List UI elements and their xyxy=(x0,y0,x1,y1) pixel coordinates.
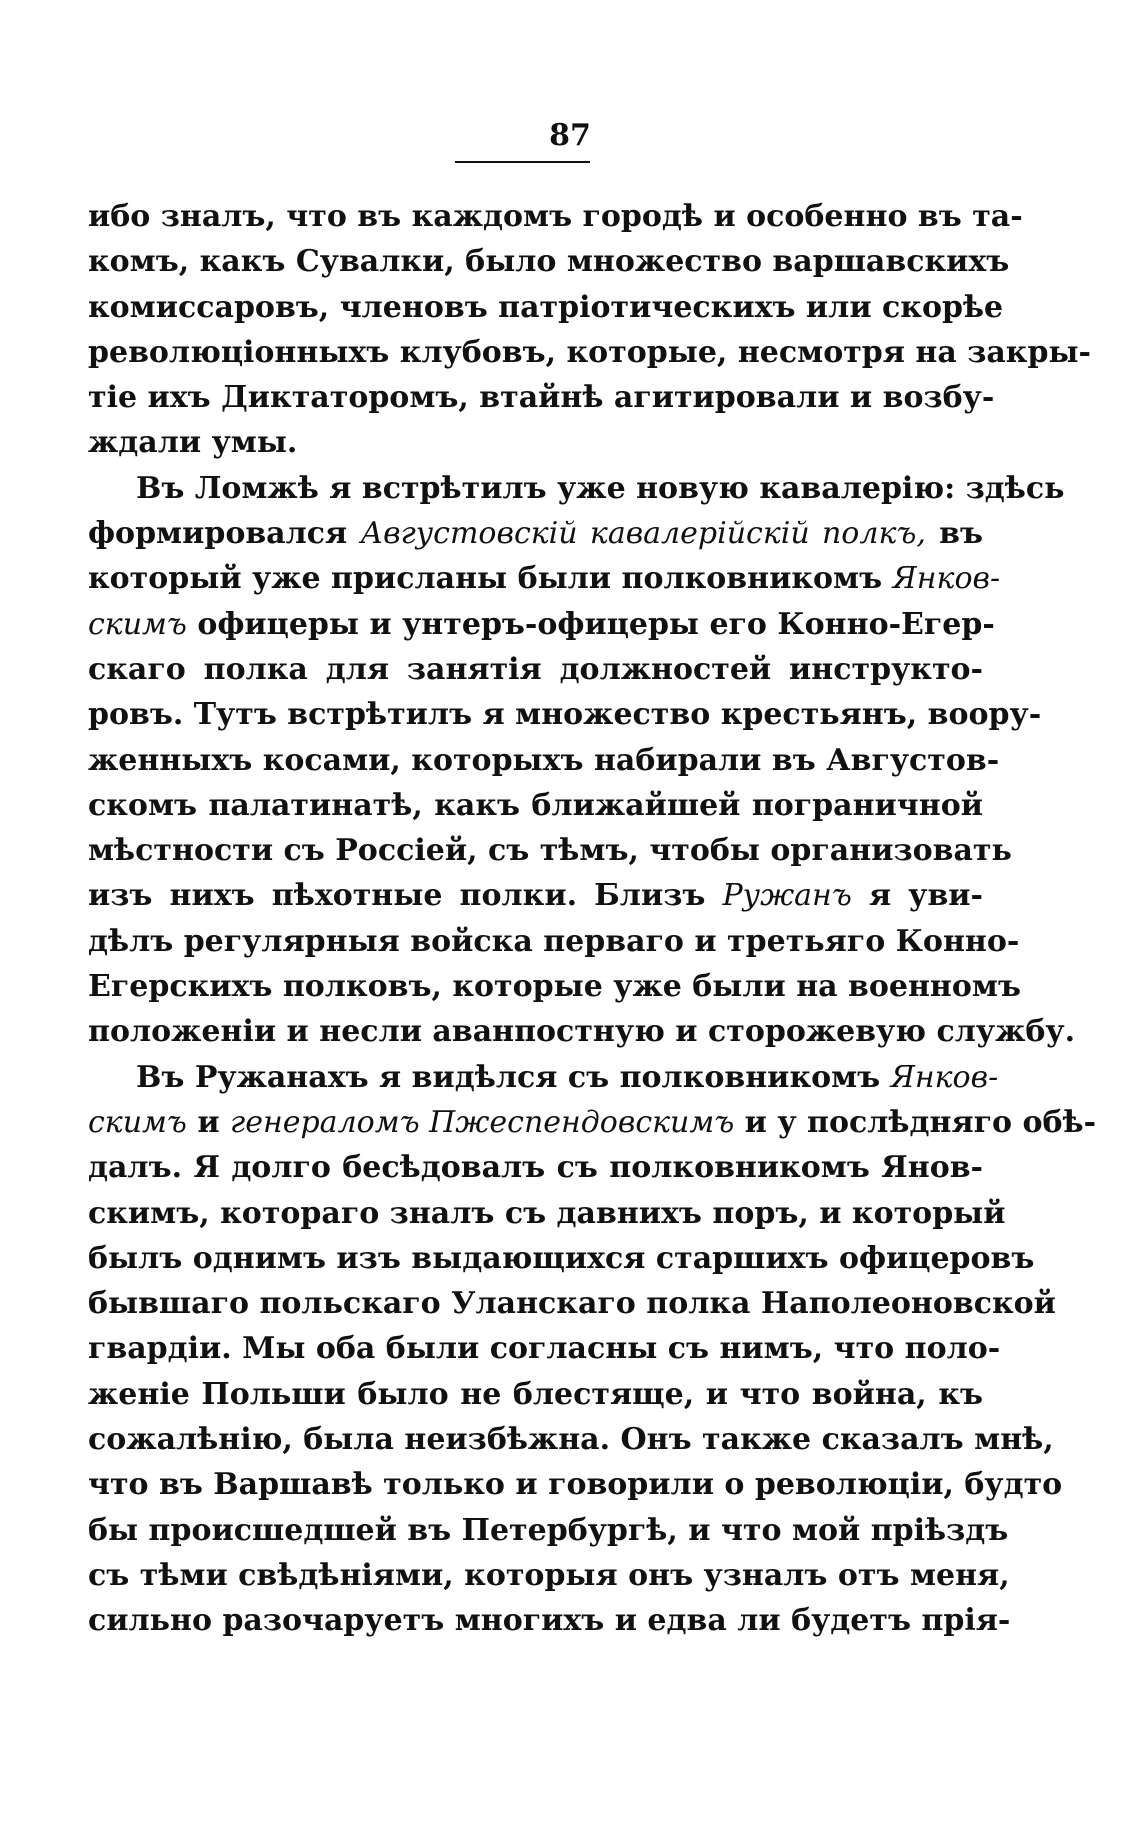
text-segment: гвардіи. Мы оба были согласны съ нимъ, что поло- xyxy=(88,1331,1001,1367)
text-line xyxy=(88,1281,1056,1326)
text-line xyxy=(88,1326,1001,1371)
text-line xyxy=(88,239,1010,284)
text-segment: бывшаго польскаго Уланскаго полка Наполеоновской xyxy=(88,1286,1056,1322)
text-segment: мѣстности съ Россіей, съ тѣмъ, чтобы организовать xyxy=(88,833,1012,869)
text-line xyxy=(88,1055,999,1100)
text-line xyxy=(88,828,1012,873)
text-line xyxy=(88,1145,983,1190)
text-segment: комъ, какъ Сувалки, было множество варшавскихъ xyxy=(88,244,1010,280)
text-segment: въ xyxy=(925,516,983,552)
text-segment: женныхъ косами, которыхъ набирали въ Августов- xyxy=(88,742,1000,778)
text-segment: ибо зналъ, что въ каждомъ городѣ и особенно въ та- xyxy=(88,199,1023,234)
text-line xyxy=(88,1417,1054,1462)
text-segment: Въ Ружанахъ я видѣлся съ полковникомъ xyxy=(136,1059,891,1095)
text-segment: и у послѣдняго обѣ- xyxy=(734,1104,1097,1140)
italic-text: скимъ xyxy=(88,606,187,642)
text-line xyxy=(88,511,983,556)
text-segment: сильно разочаруетъ многихъ и едва ли будетъ пpiя- xyxy=(88,1603,1011,1639)
text-segment: положеніи и несли аванпостную и сторожевую службу. xyxy=(88,1014,1076,1050)
text-segment: ждали умы. xyxy=(88,425,298,461)
text-line xyxy=(88,1598,1011,1643)
text-line xyxy=(88,1100,1097,1145)
text-line xyxy=(88,330,1091,375)
italic-text: Августовскій кавалерійскій полкъ, xyxy=(360,516,926,552)
page-number-rule xyxy=(455,161,590,163)
text-line xyxy=(88,692,1042,737)
text-segment: революціонныхъ клубовъ, которые, несмотря на закры- xyxy=(88,334,1091,370)
text-line xyxy=(88,738,1000,783)
text-segment: съ тѣми свѣдѣніями, которыя онъ узналъ отъ меня, xyxy=(88,1557,1010,1593)
text-line xyxy=(88,647,983,692)
text-segment: и xyxy=(186,1104,231,1140)
text-segment: офицеры и унтеръ-офицеры его Конно-Егер- xyxy=(186,606,995,642)
body-text xyxy=(88,194,1097,1644)
text-segment: тіе ихъ Диктаторомъ, втайнѣ агитировали и возбу- xyxy=(88,380,995,416)
text-line xyxy=(88,1191,1006,1236)
text-line xyxy=(88,1508,1009,1553)
text-segment: который уже присланы были полковникомъ xyxy=(88,561,893,597)
text-line xyxy=(88,1372,983,1417)
text-segment: скомъ палатинатѣ, какъ ближайшей пограничной xyxy=(88,787,983,823)
text-line xyxy=(88,420,983,465)
text-line xyxy=(88,556,1001,601)
italic-text: генераломъ Пжеспендовскимъ xyxy=(230,1104,735,1140)
text-segment: ровъ. Тутъ встрѣтилъ я множество крестьянъ, вооpу- xyxy=(88,697,1042,733)
text-line xyxy=(88,1236,1035,1281)
text-segment: дѣлъ регулярныя войска перваго и третьяго Конно- xyxy=(88,923,1020,959)
text-line xyxy=(88,964,1021,1009)
text-line xyxy=(88,466,1065,511)
text-segment: скаго полка для занятія должностей инструкто- xyxy=(88,651,983,687)
text-segment: что въ Варшавѣ только и говорили о революціи, будто xyxy=(88,1467,1063,1503)
text-segment: я уви- xyxy=(851,878,983,914)
text-segment: комиссаровъ, членовъ патріотическихъ или скорѣе xyxy=(88,289,1004,325)
text-segment: Въ Ломжѣ я встрѣтилъ уже новую кавалерію: здѣсь xyxy=(136,470,1065,506)
text-line xyxy=(88,602,995,647)
text-segment: женіе Польши было не блестяще, и что война, къ xyxy=(88,1376,983,1412)
text-segment: былъ однимъ изъ выдающихся старшихъ офицеровъ xyxy=(88,1240,1035,1276)
text-line xyxy=(88,1009,1076,1054)
italic-text: Янков- xyxy=(892,561,1001,597)
italic-text: Ружанъ xyxy=(722,878,852,914)
text-line xyxy=(88,1553,1010,1598)
text-line xyxy=(88,873,983,918)
text-line xyxy=(88,194,1023,239)
italic-text: скимъ xyxy=(88,1104,187,1140)
text-segment: изъ нихъ пѣхотные полки. Близъ xyxy=(88,878,723,914)
text-line xyxy=(88,285,1004,330)
text-line xyxy=(88,1462,1063,1507)
text-segment: формировался xyxy=(88,516,361,552)
text-segment: сожалѣнію, была неизбѣжна. Онъ также сказалъ мнѣ, xyxy=(88,1422,1054,1458)
text-segment: бы происшедшей въ Петербургѣ, и что мой пріѣздъ xyxy=(88,1512,1009,1548)
text-segment: скимъ, котораго зналъ съ давнихъ поръ, и который xyxy=(88,1195,1006,1231)
text-segment: Егерскихъ полковъ, которые уже были на военномъ xyxy=(88,969,1021,1005)
text-line xyxy=(88,375,995,420)
text-line xyxy=(88,919,1020,964)
text-line xyxy=(88,783,983,828)
italic-text: Янков- xyxy=(890,1059,999,1095)
page-number: 87 xyxy=(549,118,591,153)
text-segment: далъ. Я долго бесѣдовалъ съ полковникомъ Янов- xyxy=(88,1150,983,1186)
